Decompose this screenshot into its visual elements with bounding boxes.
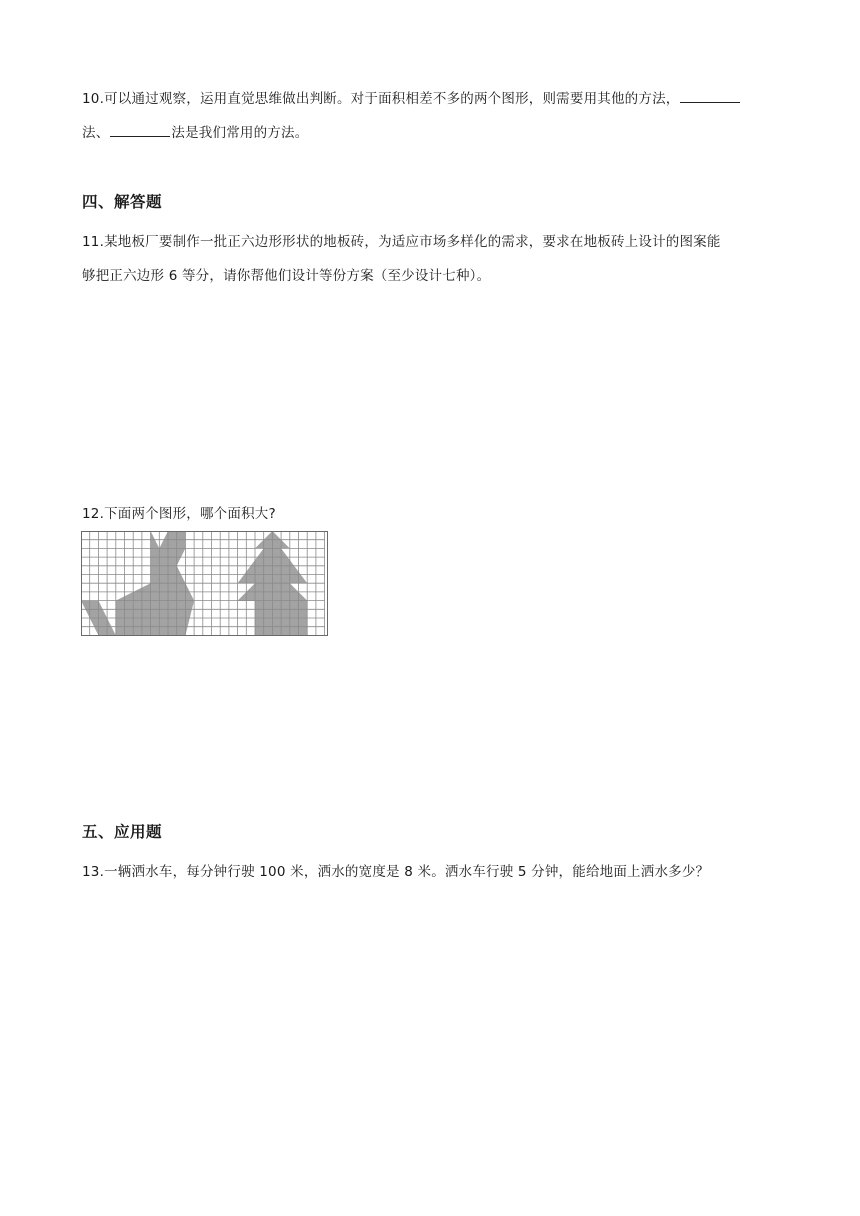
section-4-heading: 四、解答题 [82, 193, 163, 211]
question-12 [82, 497, 782, 531]
q11-line-2: 够把正六边形 6 等分，请你帮他们设计等份方案（至少设计七种）。 [82, 268, 491, 284]
question-13 [82, 855, 782, 889]
q10-text-2: 法、 [82, 125, 110, 141]
answer-blank-2[interactable] [110, 122, 170, 137]
q10-line-2 [82, 116, 782, 150]
grid-shapes-svg [81, 531, 329, 641]
section-5-heading: 五、应用题 [82, 823, 163, 841]
question-11 [82, 225, 782, 293]
grid-figure [81, 531, 329, 645]
q10-text-3: 法是我们常用的方法。 [171, 125, 309, 141]
answer-blank-1[interactable] [680, 88, 740, 103]
q10-text-1: 10.可以通过观察，运用直觉思维做出判断。对于面积相差不多的两个图形，则需要用其他的方法， [82, 91, 680, 107]
q11-line-1: 11.某地板厂要制作一批正六边形形状的地板砖，为适应市场多样化的需求，要求在地板砖上设计的图案能 [82, 234, 721, 250]
q10-line-1 [82, 82, 782, 116]
q13-text: 13.一辆洒水车，每分钟行驶 100 米，洒水的宽度是 8 米。洒水车行驶 5 分钟，能给地面上洒水多少？ [82, 864, 710, 880]
q12-text: 12.下面两个图形，哪个面积大? [82, 506, 276, 522]
question-10 [82, 82, 782, 150]
